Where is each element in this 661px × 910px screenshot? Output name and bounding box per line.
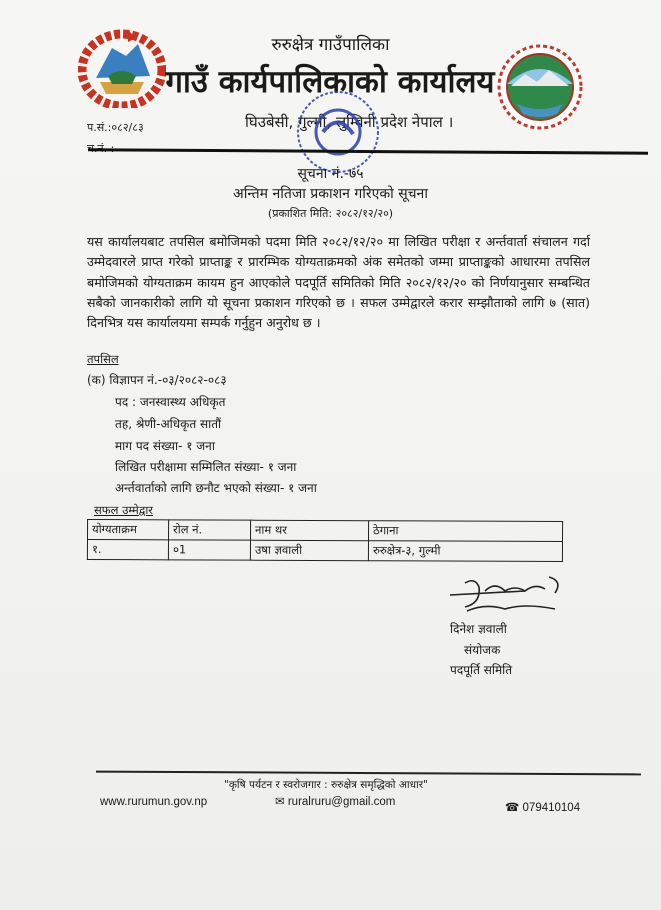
column-header: योग्यताक्रम: [88, 519, 169, 539]
email-address: ruralruru@gmail.com: [287, 796, 396, 808]
municipality-name: रुरुक्षेत्र गाउँपालिका: [271, 35, 390, 55]
details-heading: तपसिल: [87, 352, 119, 366]
table-cell: उषा ज्ञवाली: [250, 540, 368, 561]
rurukshetra-municipality-logo: [497, 44, 583, 130]
phone-number: 079410104: [522, 802, 581, 814]
signatory-name: दिनेश ज्ञवाली: [450, 622, 507, 636]
table-cell: १.: [87, 539, 168, 559]
handwritten-signature: [445, 573, 565, 619]
envelope-icon: ✉: [275, 796, 285, 808]
phone-contact: [505, 800, 580, 814]
notice-body: यस कार्यालयबाट तपसिल बमोजिमको पदमा मिति २०८२/१२/२० मा लिखित परीक्षा र अर्न्तवार्ता संचालन गर्दा उम्मेदवारले प्राप्त गरेको प्राप्ताङ्क र प्रारम्भिक योग्यताक्रमको अंक समेतको जम्मा प्राप्ताङ्कको आधारमा तपसिल बमोजिमको योग्यताक्रम कायम हुन आएकोले पदपूर्ति समितिको मिति २०८२/१२/२० को निर्णयानुसार सम्बन्धित सबैको जानकारीको लागि यो सूचना प्रकाशन गरिएको छ । सफल उम्मेद्वारले करार सम्झौताको लागि ७ (सात) दिनभित्र यस कार्यालयमा सम्पर्क गर्नुहुन अनुरोध छ ।: [87, 234, 590, 331]
website-link[interactable]: www.rurumun.gov.np: [100, 796, 208, 808]
table-row: [87, 539, 562, 561]
column-header: ठेगाना: [368, 521, 562, 542]
notice-number: सूचना नं.-७५: [297, 166, 364, 182]
reference-number: प.सं.:०८२/८३: [87, 121, 144, 134]
detail-interview: अर्न्तवार्ताको लागि छनौट भएको संख्या- १ जना: [115, 481, 317, 495]
telephone-icon: ☎: [505, 802, 520, 814]
detail-demand: माग पद संख्या- १ जना: [115, 439, 215, 453]
table-header-row: [88, 519, 563, 541]
footer-slogan: "कृषि पर्यटन र स्वरोजगार : रुरुक्षेत्र समृद्धिको आधार": [224, 779, 428, 791]
advert-number: (क) विज्ञापन नं.-०३/२०८२-०८३: [87, 373, 227, 387]
email-contact[interactable]: [275, 794, 395, 808]
footer-divider: [96, 771, 641, 776]
signatory-role: संयोजक: [464, 643, 501, 657]
detail-post: पद : जनस्वास्थ्य अधिकृत: [115, 395, 226, 409]
detail-written-exam: लिखित परीक्षामा सम्मिलित संख्या- १ जना: [115, 460, 297, 474]
office-name: गाउँ कार्यपालिकाको कार्यालय: [165, 64, 495, 100]
detail-level: तह, श्रेणी-अधिकृत सातौं: [115, 417, 222, 431]
results-heading: सफल उम्मेद्वार: [94, 503, 154, 517]
column-header: रोल नं.: [169, 520, 251, 540]
published-date: (प्रकाशित मिति: २०८२/१२/२०): [267, 207, 394, 220]
notice-title: अन्तिम नतिजा प्रकाशन गरिएको सूचना: [233, 186, 428, 202]
results-table: [87, 519, 563, 562]
table-cell: रुरुक्षेत्र-३, गुल्मी: [368, 541, 562, 562]
signatory-committee: पदपूर्ति समिति: [450, 663, 513, 677]
table-cell: ०1: [168, 540, 250, 560]
column-header: नाम थर: [251, 520, 369, 541]
office-address: घिउबेसी, गुल्मी, लुम्बिनी प्रदेश नेपाल ।: [245, 113, 454, 131]
